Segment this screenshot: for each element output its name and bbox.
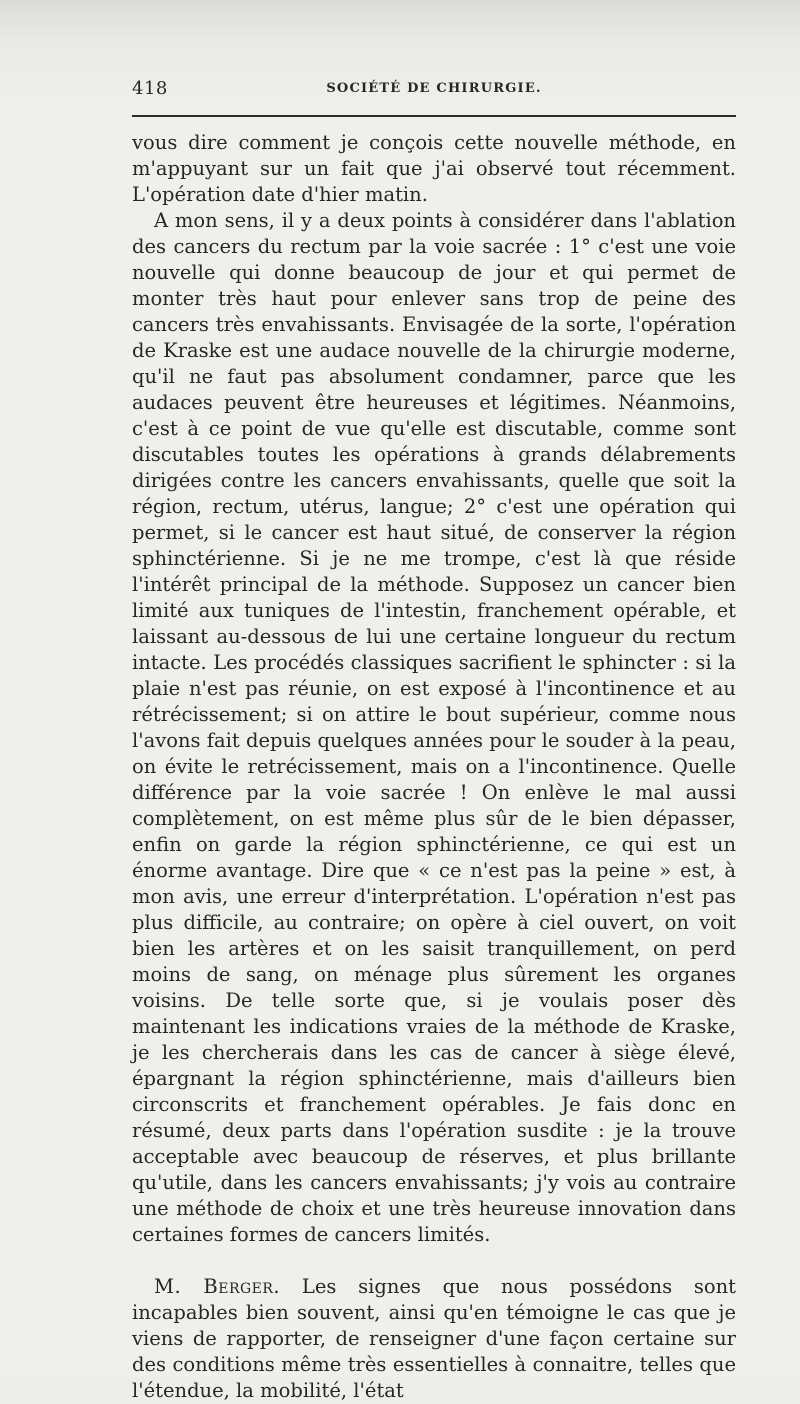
speaker-name: M. Berger. bbox=[154, 1275, 281, 1298]
paragraph-continuation: vous dire comment je conçois cette nouvelle méthode, en m'appuyant sur un fait que j'ai observé tout récemment. L'opération date d'hier matin. bbox=[132, 131, 736, 206]
paragraph-kraske-discussion: A mon sens, il y a deux points à considérer dans l'ablation des cancers du rectum par la voie sacrée : 1° c'est une voie nouvelle qui donne beaucoup de jour et qui permet de monter très haut pour enlever sans trop de peine des cancers très envahissants. Envisagée de la sorte, l'opération de Kraske est une audace nouvelle de la chirurgie moderne, qu'il ne faut pas absolument condamner, parce que les audaces peuvent être heureuses et légitimes. Néanmoins, c'est à ce point de vue qu'elle est discutable, comme sont discutables toutes les opérations à grands délabrements dirigées contre les cancers envahissants, quelle que soit la région, rectum, utérus, langue; 2° c'est une opération qui permet, si le cancer est haut situé, de conserver la région sphinctérienne. Si je ne me trompe, c'est là que réside l'intérêt principal de la méthode. Supposez un cancer bien limité aux tuniques de l'intestin, franchement opérable, et laissant au-dessous de lui une certaine longueur du rectum intacte. Les procédés classiques sacrifient le sphincter : si la plaie n'est pas réunie, on est exposé à l'incontinence et au rétrécissement; si on attire le bout supérieur, comme nous l'avons fait depuis quelques années pour le souder à la peau, on évite le retrécissement, mais on a l'incontinence. Quelle différence par la voie sacrée ! On enlève le mal aussi complètement, on est même plus sûr de le bien dépasser, enfin on garde la région sphinctérienne, ce qui est un énorme avantage. Dire que « ce n'est pas la peine » est, à mon avis, une erreur d'interprétation. L'opération n'est pas plus difficile, au contraire; on opère à ciel ouvert, on voit bien les artères et on les saisit tranquillement, on perd moins de sang, on ménage plus sûrement les organes voisins. De telle sorte que, si je voulais poser dès maintenant les indications vraies de la méthode de Kraske, je les chercherais dans les cas de cancer à siège élevé, épargnant la région sphinctérienne, mais d'ailleurs bien circonscrits et franchement opérables. Je fais donc en résumé, deux parts dans l'opération susdite : je la trouve acceptable avec beaucoup de réserves, et plus brillante qu'utile, dans les cancers envahissants; j'y vois au contraire une méthode de choix et une très heureuse innovation dans certaines formes de cancers limités. bbox=[132, 209, 736, 1246]
paragraph-berger bbox=[132, 1274, 736, 1404]
speaker-text: Les signes que nous possédons sont incapables bien souvent, ainsi qu'en témoigne le cas que je viens de rapporter, de renseigner d'une façon certaine sur des conditions même très essentielles à connaitre, telles que l'étendue, la mobilité, l'état bbox=[132, 1275, 736, 1402]
page-number: 418 bbox=[132, 78, 168, 99]
page-header bbox=[132, 78, 736, 104]
body-text bbox=[132, 130, 736, 1404]
running-title: SOCIÉTÉ DE CHIRURGIE. bbox=[326, 81, 542, 96]
header-rule bbox=[132, 115, 736, 117]
